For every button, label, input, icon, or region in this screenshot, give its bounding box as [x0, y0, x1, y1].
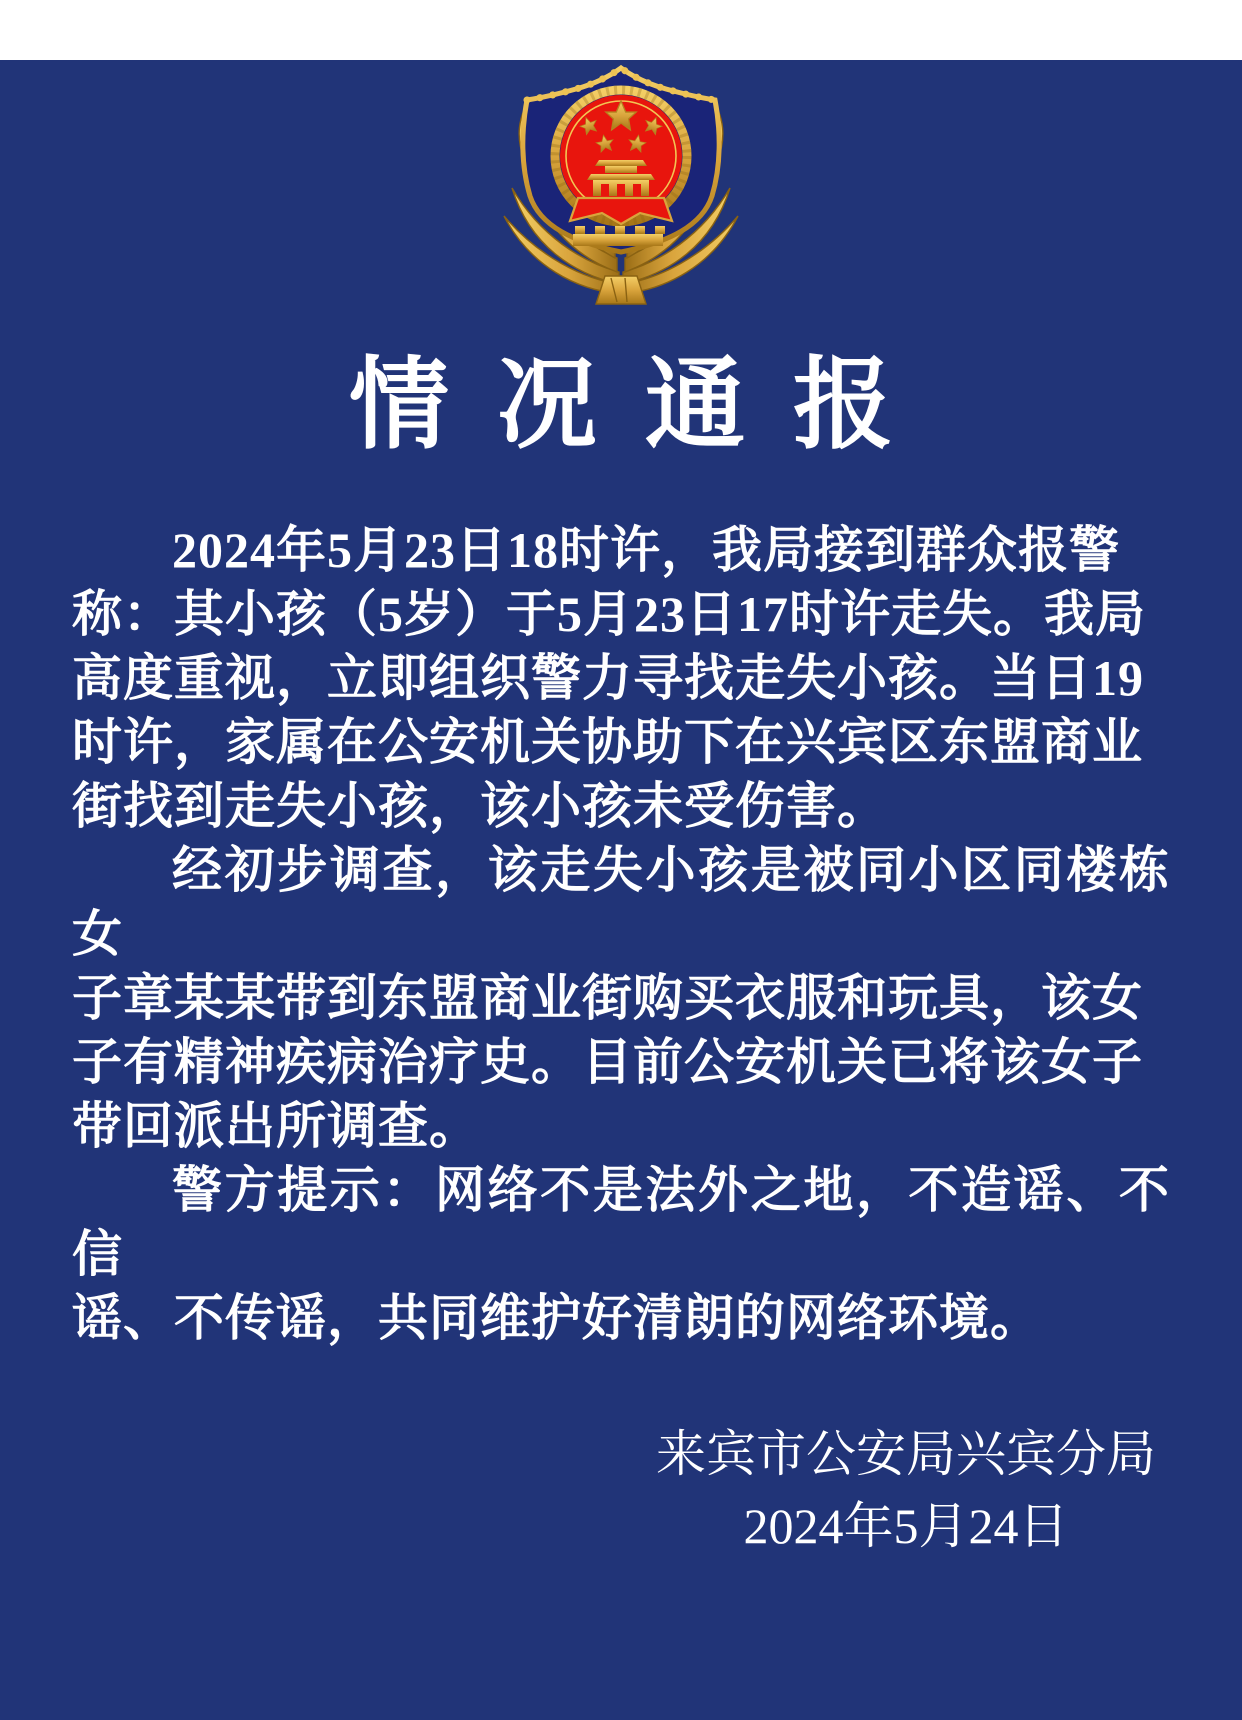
- body-line: 高度重视，立即组织警力寻找走失小孩。当日19: [72, 650, 1144, 706]
- body-line: 时许，家属在公安机关协助下在兴宾区东盟商业: [72, 714, 1143, 770]
- body-line: 子有精神疾病治疗史。目前公安机关已将该女子: [72, 1034, 1143, 1090]
- body-line: 警方提示：网络不是法外之地，不造谣、不信: [72, 1162, 1170, 1282]
- body-line: 子章某某带到东盟商业街购买衣服和玩具，该女: [72, 970, 1143, 1026]
- body-line: 2024年5月23日18时许，我局接到群众报警: [172, 522, 1120, 578]
- signature-block: [656, 1418, 1156, 1562]
- notice-title: 情况通报: [349, 349, 941, 461]
- wreath-knot: [596, 276, 646, 304]
- body-line: 街找到走失小孩，该小孩未受伤害。: [72, 778, 888, 834]
- issue-date: 2024年5月24日: [743, 1498, 1069, 1554]
- police-badge-icon: [478, 60, 764, 310]
- gate-doors: [601, 184, 641, 196]
- body-line: 称：其小孩（5岁）于5月23日17时许走失。我局: [72, 586, 1146, 642]
- issuing-agency: 来宾市公安局兴宾分局: [656, 1426, 1156, 1482]
- police-emblem: [478, 60, 764, 310]
- notice-page: [0, 60, 1242, 1720]
- body-line: 经初步调查，该走失小孩是被同小区同楼栋女: [72, 842, 1170, 962]
- body-line: 带回派出所调查。: [72, 1098, 480, 1154]
- notice-body: [72, 518, 1170, 1350]
- body-line: 谣、不传谣，共同维护好清朗的网络环境。: [72, 1290, 1041, 1346]
